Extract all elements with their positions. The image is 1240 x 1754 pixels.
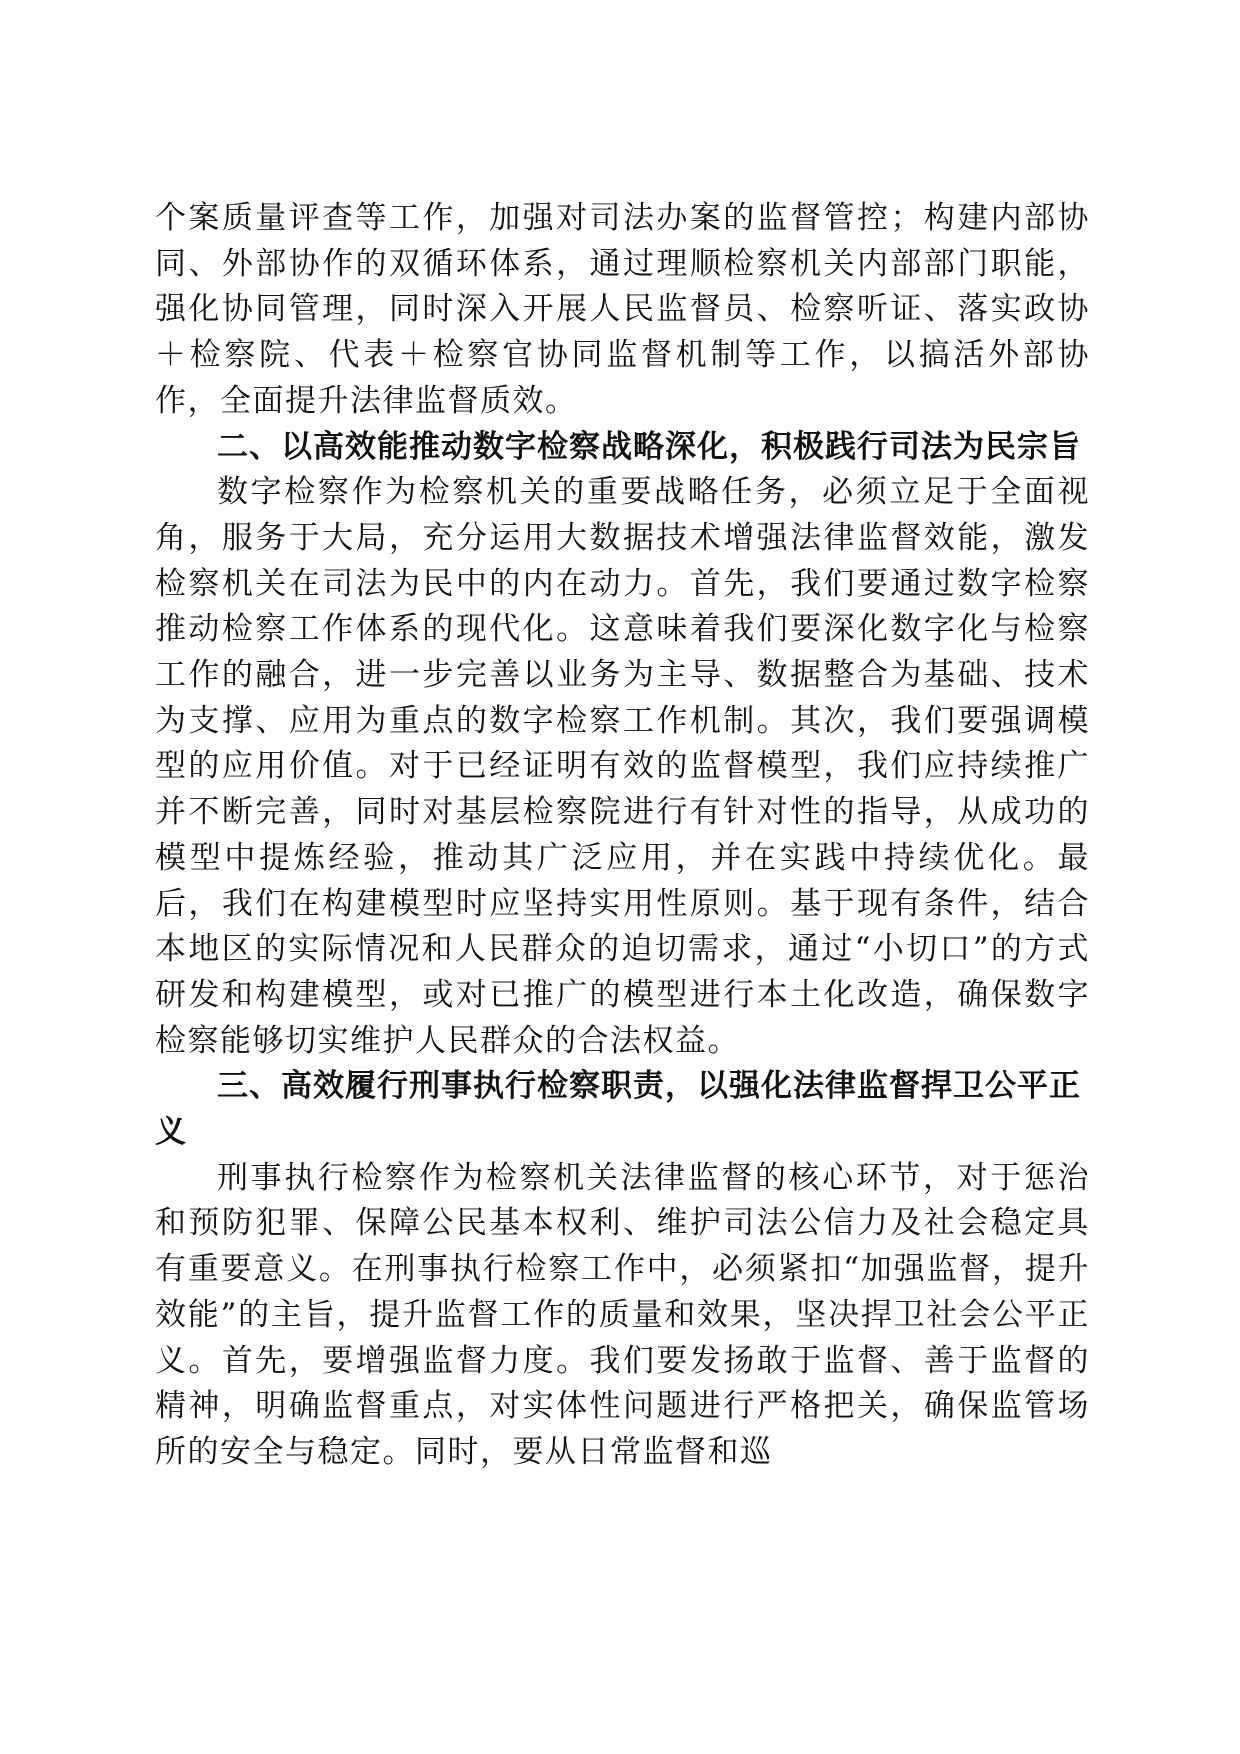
document-body — [155, 196, 1090, 1476]
section-3-heading: 三、高效履行刑事执行检察职责，以强化法律监督捍卫公平正义 — [155, 1068, 1081, 1151]
section-2-body: 数字检察作为检察机关的重要战略任务，必须立足于全面视角，服务于大局，充分运用大数据技术增强法律监督效能，激发检察机关在司法为民中的内在动力。首先，我们要通过数字检察推动检察工作体系的现代化。这意味着我们要深化数字化与检察工作的融合，进一步完善以业务为主导、数据整合为基础、技术为支撑、应用为重点的数字检察工作机制。其次，我们要强调模型的应用价值。对于已经证明有效的监督模型，我们应持续推广并不断完善，同时对基层检察院进行有针对性的指导，从成功的模型中提炼经验，推动其广泛应用，并在实践中持续优化。最后，我们在构建模型时应坚持实用性原则。基于现有条件，结合本地区的实际情况和人民群众的迫切需求，通过“小切口”的方式研发和构建模型，或对已推广的模型进行本土化改造，确保数字检察能够切实维护人民群众的合法权益。 — [155, 474, 1090, 1059]
paragraph-continued: 个案质量评查等工作，加强对司法办案的监督管控；构建内部协同、外部协作的双循环体系，通过理顺检察机关内部部门职能，强化协同管理，同时深入开展人民监督员、检察听证、落实政协＋检察院、代表＋检察官协同监督机制等工作，以搞活外部协作，全面提升法律监督质效。 — [155, 200, 1090, 419]
section-2-heading: 二、以高效能推动数字检察战略深化，积极践行司法为民宗旨 — [217, 428, 1081, 465]
section-3-body: 刑事执行检察作为检察机关法律监督的核心环节，对于惩治和预防犯罪、保障公民基本权利、维护司法公信力及社会稳定具有重要意义。在刑事执行检察工作中，必须紧扣“加强监督，提升效能”的主旨，提升监督工作的质量和效果，坚决捍卫社会公平正义。首先，要增强监督力度。我们要发扬敢于监督、善于监督的精神，明确监督重点，对实体性问题进行严格把关，确保监管场所的安全与稳定。同时，要从日常监督和巡 — [155, 1159, 1090, 1470]
